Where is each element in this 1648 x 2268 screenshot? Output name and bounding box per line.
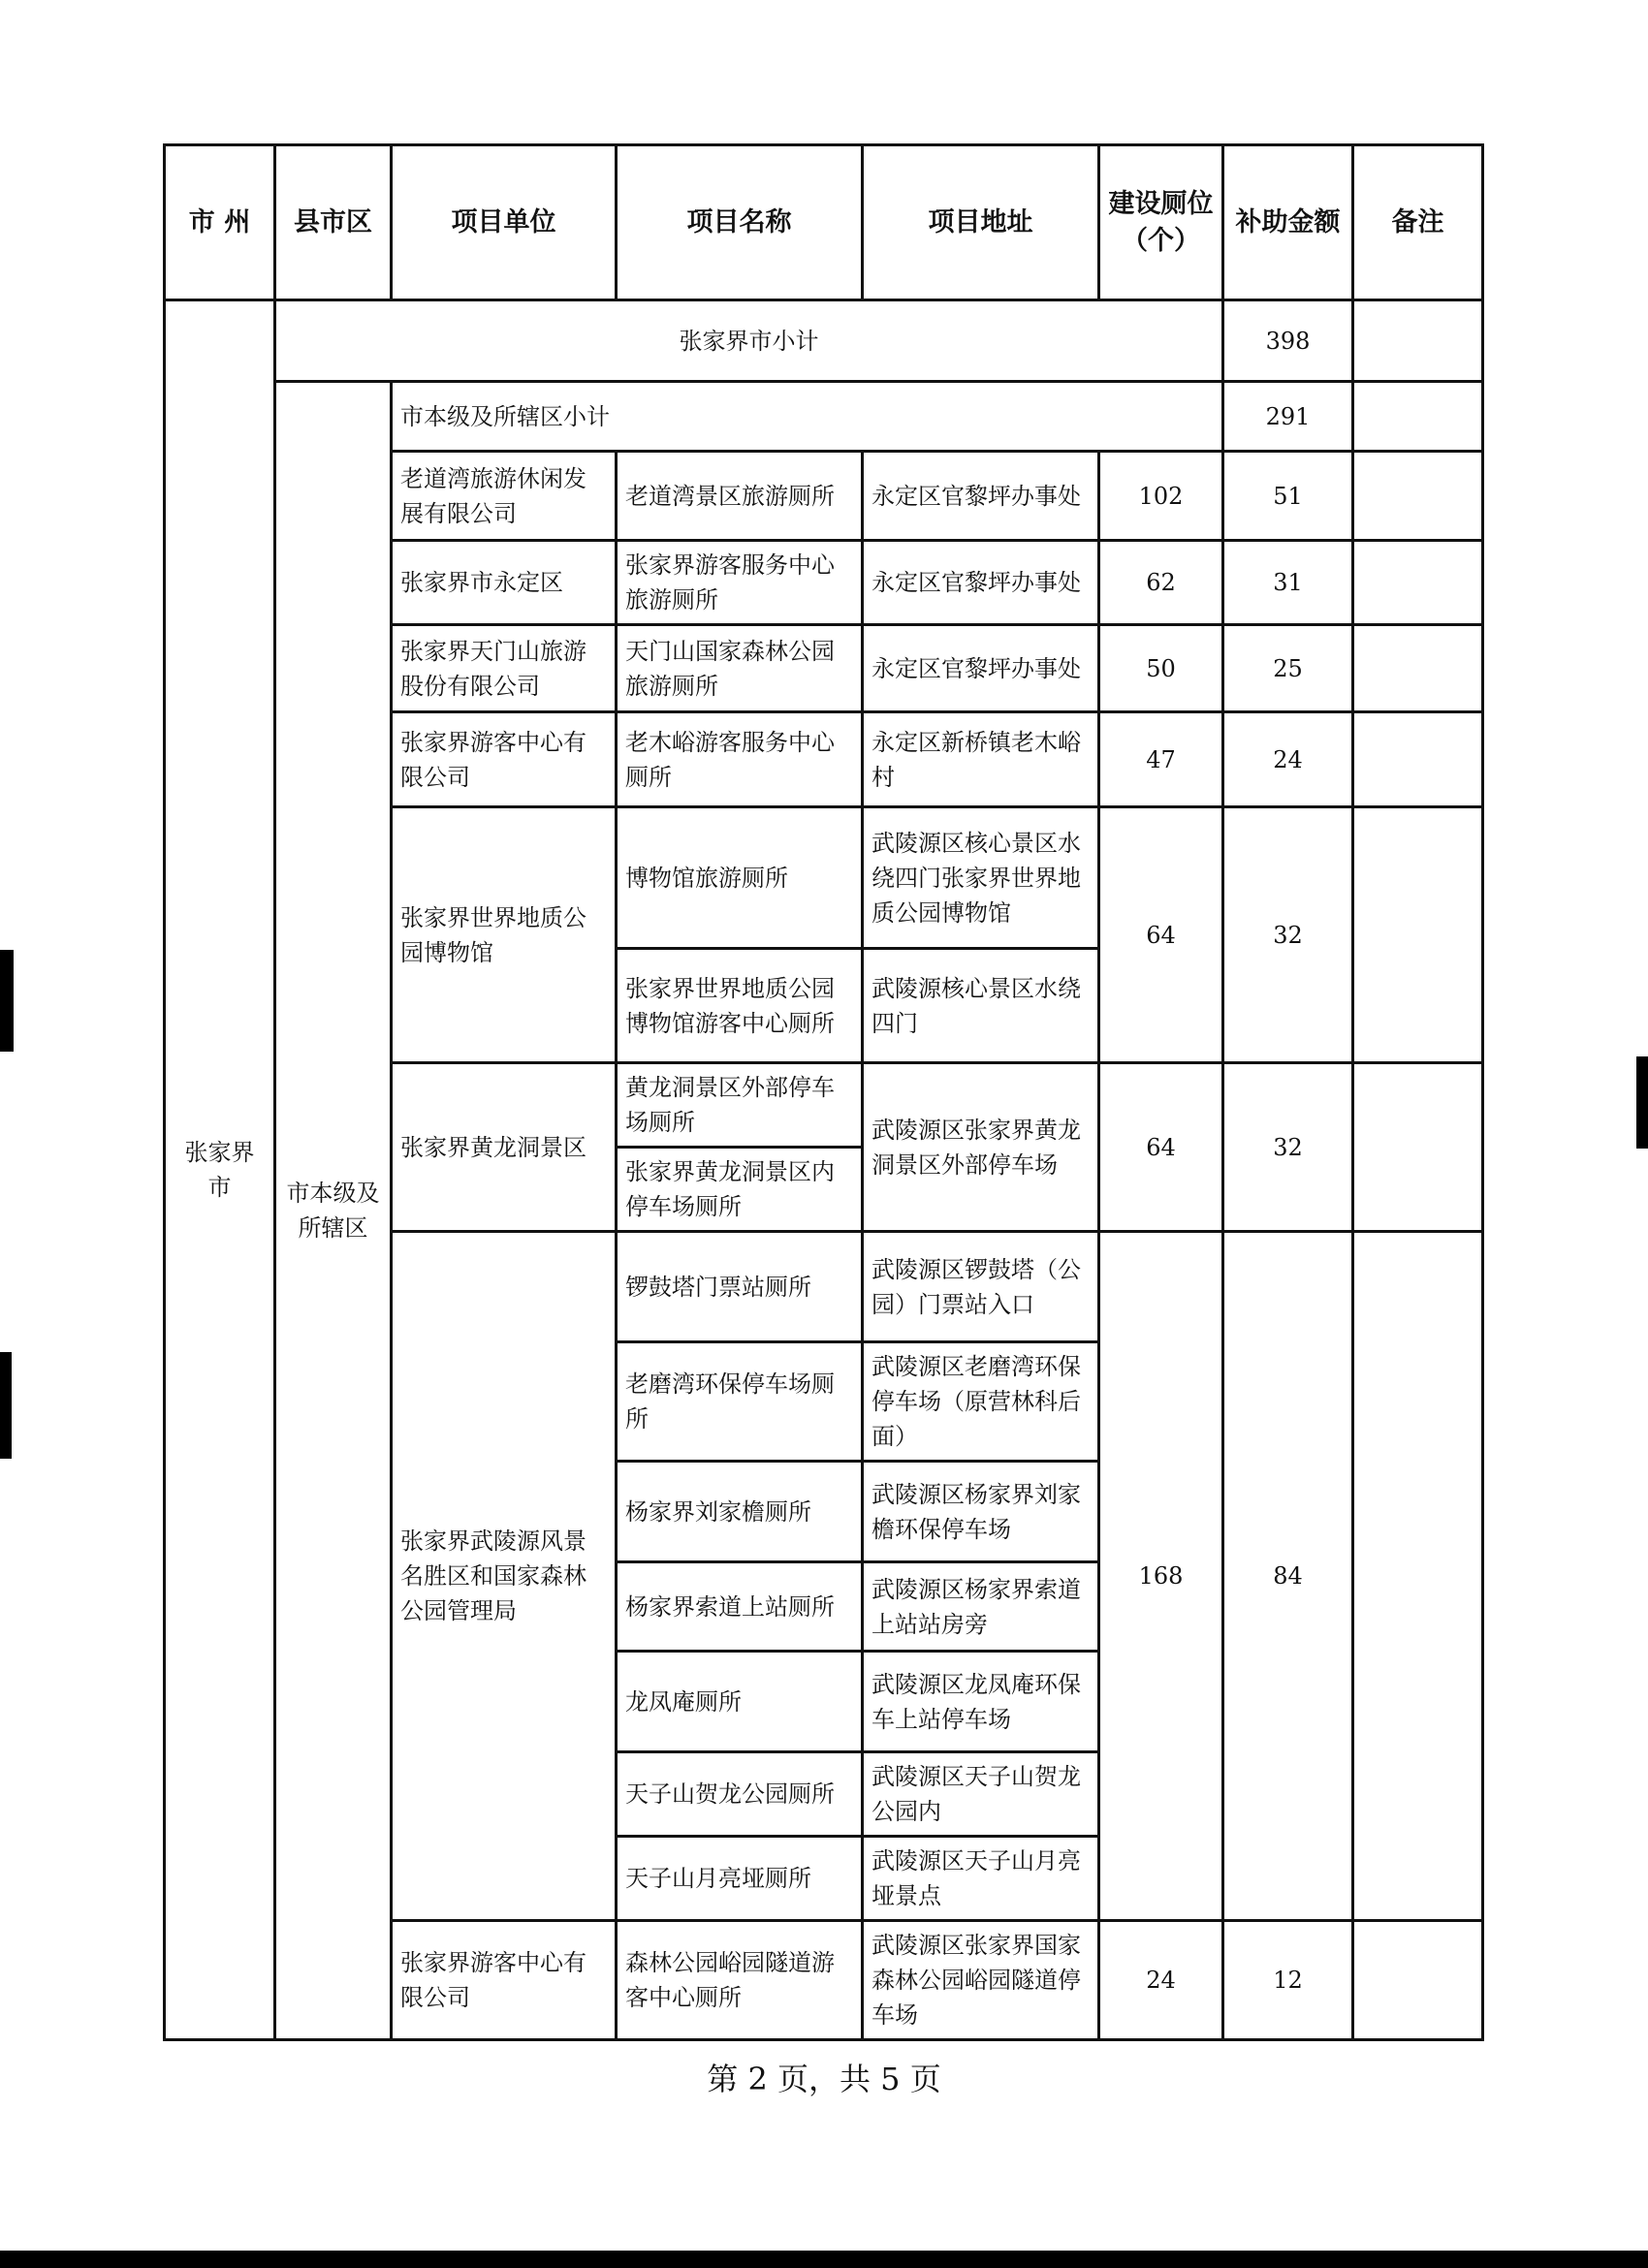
subsidy-amount: 12 — [1223, 1921, 1353, 2040]
project-address: 武陵源区天子山贺龙公园内 — [863, 1752, 1099, 1837]
project-address: 武陵源区核心景区水绕四门张家界世界地质公园博物馆 — [863, 807, 1099, 949]
project-unit: 张家界市永定区 — [392, 541, 617, 625]
project-name: 黄龙洞景区外部停车场厕所 — [617, 1063, 863, 1148]
project-name: 张家界游客服务中心旅游厕所 — [617, 541, 863, 625]
city-subtotal-label: 张家界市小计 — [275, 300, 1223, 382]
project-address: 武陵源区龙凤庵环保车上站停车场 — [863, 1652, 1099, 1752]
city-subtotal-value: 398 — [1223, 300, 1353, 382]
project-address: 武陵源区天子山月亮垭景点 — [863, 1837, 1099, 1921]
project-name: 老道湾景区旅游厕所 — [617, 452, 863, 541]
project-name: 森林公园峪园隧道游客中心厕所 — [617, 1921, 863, 2040]
scan-edge-mark — [0, 1352, 12, 1459]
project-address: 永定区官黎坪办事处 — [863, 541, 1099, 625]
project-address: 武陵源区锣鼓塔（公园）门票站入口 — [863, 1232, 1099, 1342]
remark-cell — [1353, 1232, 1483, 1921]
remark-cell — [1353, 541, 1483, 625]
project-unit: 张家界世界地质公园博物馆 — [392, 807, 617, 1063]
remark-cell — [1353, 807, 1483, 1063]
subsidy-amount: 32 — [1223, 1063, 1353, 1232]
header-toilets: 建设厕位（个） — [1099, 145, 1223, 300]
header-subsidy: 补助金额 — [1223, 145, 1353, 300]
subsidy-amount: 25 — [1223, 625, 1353, 712]
project-address: 永定区官黎坪办事处 — [863, 625, 1099, 712]
header-row — [165, 145, 1483, 300]
project-name: 天子山贺龙公园厕所 — [617, 1752, 863, 1837]
scan-edge-mark — [0, 950, 14, 1052]
project-table — [163, 143, 1484, 2041]
project-name: 天门山国家森林公园旅游厕所 — [617, 625, 863, 712]
header-city: 市 州 — [165, 145, 275, 300]
county-subtotal-label: 市本级及所辖区小计 — [392, 382, 1223, 452]
remark-cell — [1353, 712, 1483, 807]
project-name: 杨家界刘家檐厕所 — [617, 1462, 863, 1562]
project-address: 永定区新桥镇老木峪村 — [863, 712, 1099, 807]
project-name: 老磨湾环保停车场厕所 — [617, 1342, 863, 1462]
project-address: 武陵源区老磨湾环保停车场（原营林科后面） — [863, 1342, 1099, 1462]
project-address: 武陵源区杨家界索道上站站房旁 — [863, 1562, 1099, 1652]
project-name: 龙凤庵厕所 — [617, 1652, 863, 1752]
toilet-count: 24 — [1099, 1921, 1223, 2040]
subsidy-amount: 24 — [1223, 712, 1353, 807]
project-name: 天子山月亮垭厕所 — [617, 1837, 863, 1921]
project-unit: 老道湾旅游休闲发展有限公司 — [392, 452, 617, 541]
remark-cell — [1353, 1921, 1483, 2040]
project-name: 锣鼓塔门票站厕所 — [617, 1232, 863, 1342]
remark-cell — [1353, 1063, 1483, 1232]
toilet-count: 50 — [1099, 625, 1223, 712]
remark-cell — [1353, 452, 1483, 541]
toilet-count: 168 — [1099, 1232, 1223, 1921]
county-subtotal-value: 291 — [1223, 382, 1353, 452]
project-name: 张家界世界地质公园博物馆游客中心厕所 — [617, 949, 863, 1063]
header-remarks: 备注 — [1353, 145, 1483, 300]
city-subtotal-row — [165, 300, 1483, 382]
subsidy-amount: 51 — [1223, 452, 1353, 541]
toilet-count: 64 — [1099, 807, 1223, 1063]
remark-cell — [1353, 382, 1483, 452]
remark-cell — [1353, 300, 1483, 382]
project-address: 武陵源区张家界国家森林公园峪园隧道停车场 — [863, 1921, 1099, 2040]
project-address: 武陵源区张家界黄龙洞景区外部停车场 — [863, 1063, 1099, 1232]
page-footer: 第 2 页，共 5 页 — [707, 2061, 941, 2097]
subsidy-amount: 31 — [1223, 541, 1353, 625]
county-subtotal-row — [165, 382, 1483, 452]
header-address: 项目地址 — [863, 145, 1099, 300]
subsidy-amount: 84 — [1223, 1232, 1353, 1921]
scan-edge-mark — [1636, 1056, 1648, 1149]
project-unit: 张家界黄龙洞景区 — [392, 1063, 617, 1232]
project-address: 武陵源核心景区水绕四门 — [863, 949, 1099, 1063]
header-name: 项目名称 — [617, 145, 863, 300]
subsidy-amount: 32 — [1223, 807, 1353, 1063]
city-cell: 张家界市 — [165, 300, 275, 2040]
project-address: 武陵源区杨家界刘家檐环保停车场 — [863, 1462, 1099, 1562]
project-address: 永定区官黎坪办事处 — [863, 452, 1099, 541]
toilet-count: 64 — [1099, 1063, 1223, 1232]
project-name: 博物馆旅游厕所 — [617, 807, 863, 949]
toilet-count: 47 — [1099, 712, 1223, 807]
header-county: 县市区 — [275, 145, 392, 300]
project-name: 老木峪游客服务中心厕所 — [617, 712, 863, 807]
project-unit: 张家界武陵源风景名胜区和国家森林公园管理局 — [392, 1232, 617, 1921]
project-unit: 张家界天门山旅游股份有限公司 — [392, 625, 617, 712]
project-name: 张家界黄龙洞景区内停车场厕所 — [617, 1148, 863, 1232]
header-unit: 项目单位 — [392, 145, 617, 300]
remark-cell — [1353, 625, 1483, 712]
toilet-count: 62 — [1099, 541, 1223, 625]
county-cell: 市本级及所辖区 — [275, 382, 392, 2040]
scan-edge-mark — [0, 2251, 1648, 2268]
project-unit: 张家界游客中心有限公司 — [392, 1921, 617, 2040]
project-name: 杨家界索道上站厕所 — [617, 1562, 863, 1652]
project-unit: 张家界游客中心有限公司 — [392, 712, 617, 807]
toilet-count: 102 — [1099, 452, 1223, 541]
